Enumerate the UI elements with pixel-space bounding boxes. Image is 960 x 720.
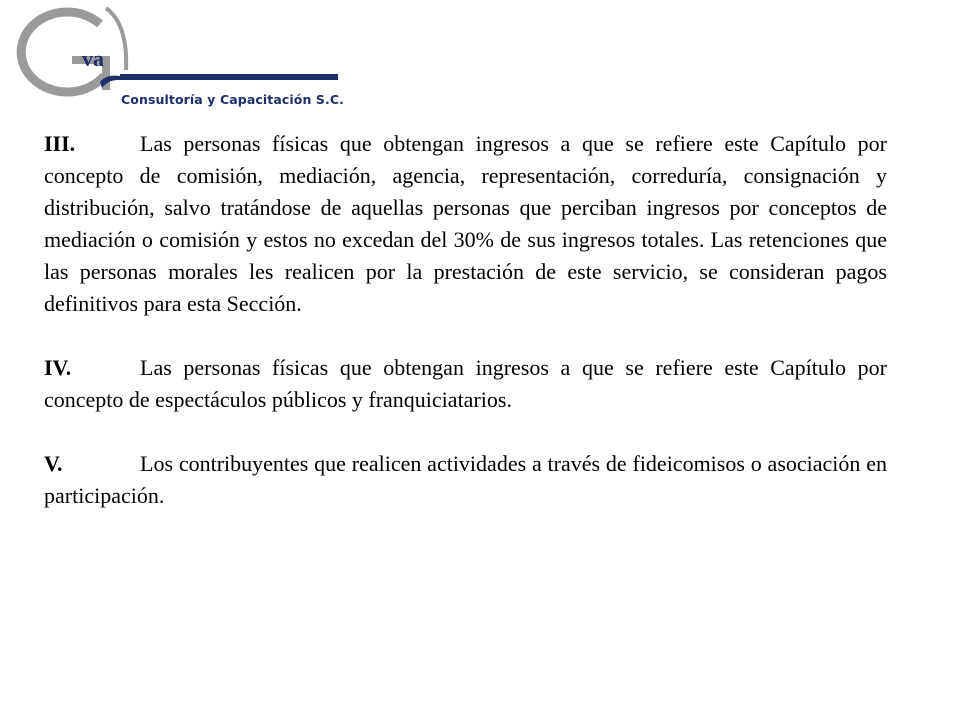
company-logo bbox=[8, 4, 353, 112]
paragraph-number: V. bbox=[44, 451, 63, 476]
paragraph-number: III. bbox=[44, 131, 76, 156]
paragraph-text: Las personas físicas que obtengan ingresos a que se refiere este Capítulo por concepto de comisión, mediación, agencia, representación, correduría, consignación y distribución, salvo tratándose de aquellas personas que perciban ingresos por conceptos de mediación o comisión y estos no excedan del 30% de sus ingresos totales. Las retenciones que las personas morales les realicen por la prestación de este servicio, se consideran pagos definitivos para esta Sección. bbox=[44, 131, 887, 316]
logo-swoosh bbox=[100, 74, 338, 88]
paragraph-v bbox=[44, 448, 887, 512]
paragraph-text: Las personas físicas que obtengan ingresos a que se refiere este Capítulo por concepto de espectáculos públicos y franquiciatarios. bbox=[44, 355, 887, 412]
logo-letters: va bbox=[82, 46, 104, 71]
document-body bbox=[44, 128, 887, 544]
logo-tagline: Consultoría y Capacitación S.C. bbox=[121, 92, 344, 107]
paragraph-number: IV. bbox=[44, 355, 72, 380]
paragraph-iii bbox=[44, 128, 887, 320]
paragraph-text: Los contribuyentes que realicen actividades a través de fideicomisos o asociación en participación. bbox=[44, 451, 887, 508]
paragraph-iv bbox=[44, 352, 887, 416]
